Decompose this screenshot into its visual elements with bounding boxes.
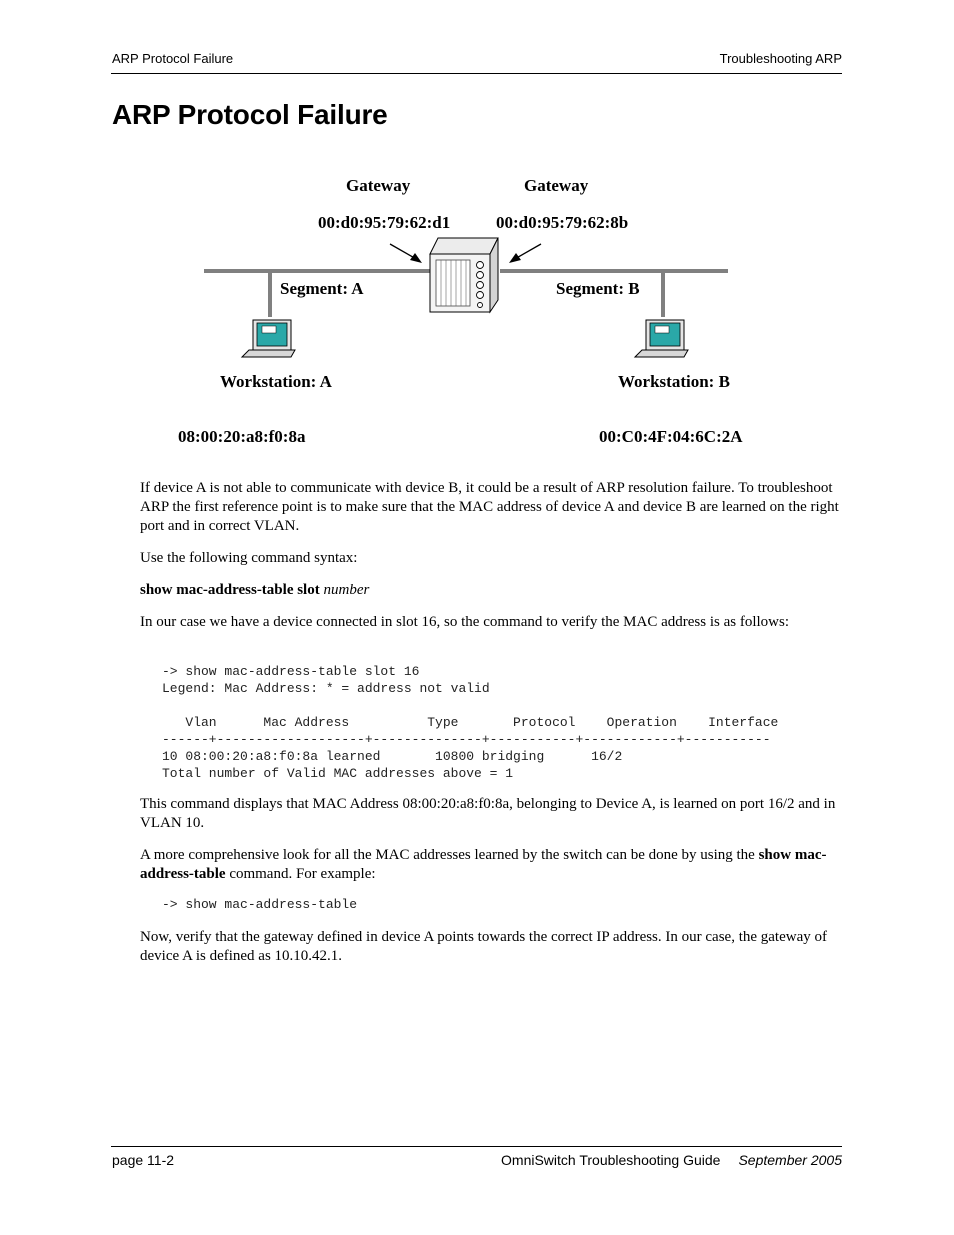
segment-a-label: Segment: A [280, 279, 364, 298]
workstation-b-mac: 00:C0:4F:04:6C:2A [599, 427, 743, 446]
running-header-left: ARP Protocol Failure [112, 51, 234, 66]
gateway-a-label: Gateway [346, 176, 411, 195]
footer-rule [111, 1146, 842, 1147]
workstation-a-mac: 08:00:20:a8:f0:8a [178, 427, 306, 446]
diagram-graphics [0, 160, 954, 460]
header-rule [111, 73, 842, 74]
paragraph-intro [140, 479, 840, 536]
segment-b-line [500, 269, 728, 273]
code-block-slot: -> show mac-address-table slot 16 Legend: Mac Address: * = address not valid Vlan Mac Address Type Protocol Operation Interface ------+-------------------+--------------+-----------+------------+----------- 10 08:00:20:a8:f0:8a learned 10800 bridging 16/2 Total number of Valid MAC addresses above = 1 [162, 664, 779, 781]
workstation-b-icon [635, 320, 688, 357]
network-diagram [0, 160, 954, 460]
paragraph-comprehensive [140, 846, 840, 884]
syntax-parameter: number [323, 582, 370, 598]
segment-b-drop [661, 273, 665, 317]
running-header-right: Troubleshooting ARP [719, 51, 842, 66]
segment-a-drop [268, 273, 272, 317]
workstation-b-label: Workstation: B [618, 372, 730, 391]
paragraph-result-text: This command displays that MAC Address 08:00:20:a8:f0:8a, belonging to Device A, is learned on port 16/2 and in VLAN 10. [140, 796, 836, 831]
footer-date: September 2005 [738, 1152, 842, 1168]
page-title: ARP Protocol Failure [112, 99, 388, 130]
workstation-a-icon [242, 320, 295, 357]
footer-right [501, 1152, 842, 1168]
paragraph-gateway-text: Now, verify that the gateway defined in device A points towards the correct IP address. In our case, the gateway of device A is defined as 10.10.42.1. [140, 929, 827, 964]
paragraph-intro-text: If device A is not able to communicate with device B, it could be a result of ARP resolution failure. To troubleshoot ARP the first reference point is to make sure that the MAC address of device A and device B are learned on the right port and in correct VLAN. [140, 480, 839, 534]
arrow-left-icon [390, 244, 422, 263]
syntax-command: show mac-address-table slot [140, 582, 320, 598]
paragraph-comprehensive-end: command. For example: [225, 866, 376, 882]
segment-a-line [204, 269, 432, 273]
paragraph-comprehensive-start: A more comprehensive look for all the MAC addresses learned by the switch can be done by using the [140, 847, 759, 863]
gateway-a-mac: 00:d0:95:79:62:d1 [318, 213, 451, 232]
switch-icon [430, 238, 498, 312]
paragraph-syntax-intro-text: Use the following command syntax: [140, 550, 358, 566]
paragraph-gateway [140, 928, 840, 966]
paragraph-syntax-intro [140, 549, 840, 568]
page-number: page 11-2 [112, 1152, 175, 1168]
paragraph-slot-example [140, 613, 840, 632]
arrow-right-icon [509, 244, 541, 263]
gateway-b-mac: 00:d0:95:79:62:8b [496, 213, 629, 232]
command-syntax [140, 581, 840, 600]
gateway-b-label: Gateway [524, 176, 589, 195]
paragraph-result [140, 795, 840, 833]
footer-guide-title: OmniSwitch Troubleshooting Guide [501, 1152, 721, 1168]
paragraph-slot-example-text: In our case we have a device connected in slot 16, so the command to verify the MAC address is as follows: [140, 614, 789, 630]
paragraph-comprehensive-command: show mac-address-table [140, 847, 827, 882]
workstation-a-label: Workstation: A [220, 372, 332, 391]
code-block-table: -> show mac-address-table [162, 897, 358, 912]
segment-b-label: Segment: B [556, 279, 640, 298]
